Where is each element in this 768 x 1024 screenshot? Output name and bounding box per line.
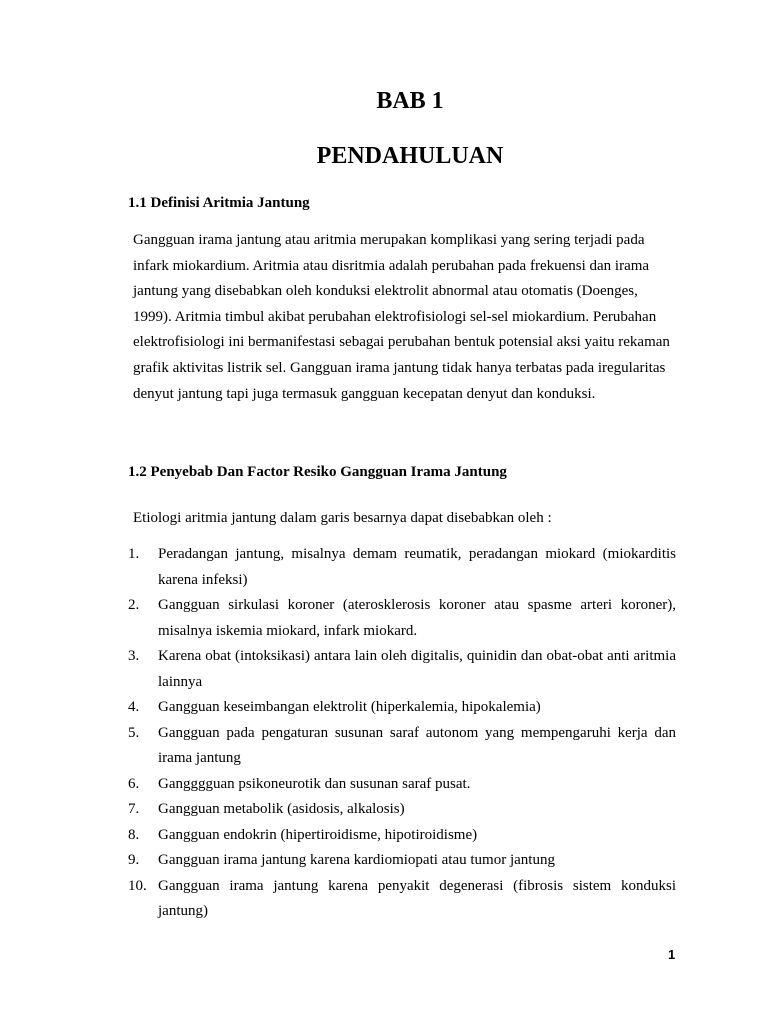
list-item-number: 6. [128, 775, 140, 792]
list-item-number: 7. [128, 801, 140, 817]
list-item-text: Gangguan metabolik (asidosis, alkalosis) [158, 801, 405, 817]
page-number: 1 [668, 947, 676, 962]
list-item-number: 10. [128, 877, 147, 894]
list-item [128, 823, 676, 849]
chapter-title: PENDAHULUAN [316, 143, 504, 169]
list-item-text: Gangguan endokrin (hipertiroidisme, hipotiroidisme) [158, 826, 478, 843]
list-item-number: 1. [128, 546, 140, 562]
list-item-text: Gangguan irama jantung karena penyakit degenerasi (fibrosis sistem konduksi jantung) [158, 877, 676, 919]
section-paragraph-definisi: Gangguan irama jantung atau aritmia merupakan komplikasi yang sering terjadi pada infark miokardium. Aritmia atau disritmia adalah perubahan pada frekuensi dan irama jantung yang disebabkan oleh konduksi elektrolit abnormal atau otomatis (Doenges, 1999). Aritmia timbul akibat perubahan elektrofisiologi sel-sel miokardium. Perubahan elektrofisiologi ini bermanifestasi sebagai perubahan bentuk potensial aksi yaitu rekaman grafik aktivitas listrik sel. Gangguan irama jantung tidak hanya terbatas pada iregularitas denyut jantung tapi juga termasuk gangguan kecepatan denyut dan konduksi. [133, 232, 670, 402]
list-item-text: Peradangan jantung, misalnya demam reumatik, peradangan miokard (miokarditis karena infeksi) [158, 546, 676, 588]
list-item [128, 644, 676, 695]
chapter-number: BAB 1 [376, 88, 444, 114]
list-item-text: Gangguan keseimbangan elektrolit (hiperkalemia, hipokalemia) [158, 699, 541, 715]
section-intro-penyebab: Etiologi aritmia jantung dalam garis besarnya dapat disebabkan oleh : [133, 510, 552, 526]
list-item [128, 848, 676, 874]
section-heading-definisi: 1.1 Definisi Aritmia Jantung [128, 195, 310, 211]
list-item-number: 9. [128, 852, 140, 868]
list-item [128, 542, 676, 593]
list-item [128, 772, 676, 798]
list-item-text: Gangguan pada pengaturan susunan saraf autonom yang mempengaruhi kerja dan irama jantung [158, 724, 676, 766]
list-item-number: 3. [128, 648, 140, 664]
list-item [128, 874, 676, 925]
section-heading-penyebab: 1.2 Penyebab Dan Factor Resiko Gangguan Irama Jantung [128, 464, 507, 480]
list-item-number: 2. [128, 597, 140, 613]
list-item-text: Gangguan sirkulasi koroner (aterosklerosis koroner atau spasme arteri koroner), misalnya iskemia miokard, infark miokard. [158, 597, 676, 639]
list-item-number: 5. [128, 724, 140, 741]
list-item-text: Gangggguan psikoneurotik dan susunan saraf pusat. [158, 775, 471, 792]
list-item-text: Karena obat (intoksikasi) antara lain oleh digitalis, quinidin dan obat-obat anti aritmia lainnya [158, 648, 676, 690]
list-item-number: 4. [128, 699, 140, 715]
list-item [128, 721, 676, 772]
list-item-number: 8. [128, 826, 140, 843]
list-item [128, 593, 676, 644]
cause-list [128, 542, 676, 925]
list-item [128, 797, 676, 823]
list-item-text: Gangguan irama jantung karena kardiomiopati atau tumor jantung [158, 852, 555, 868]
list-item [128, 695, 676, 721]
